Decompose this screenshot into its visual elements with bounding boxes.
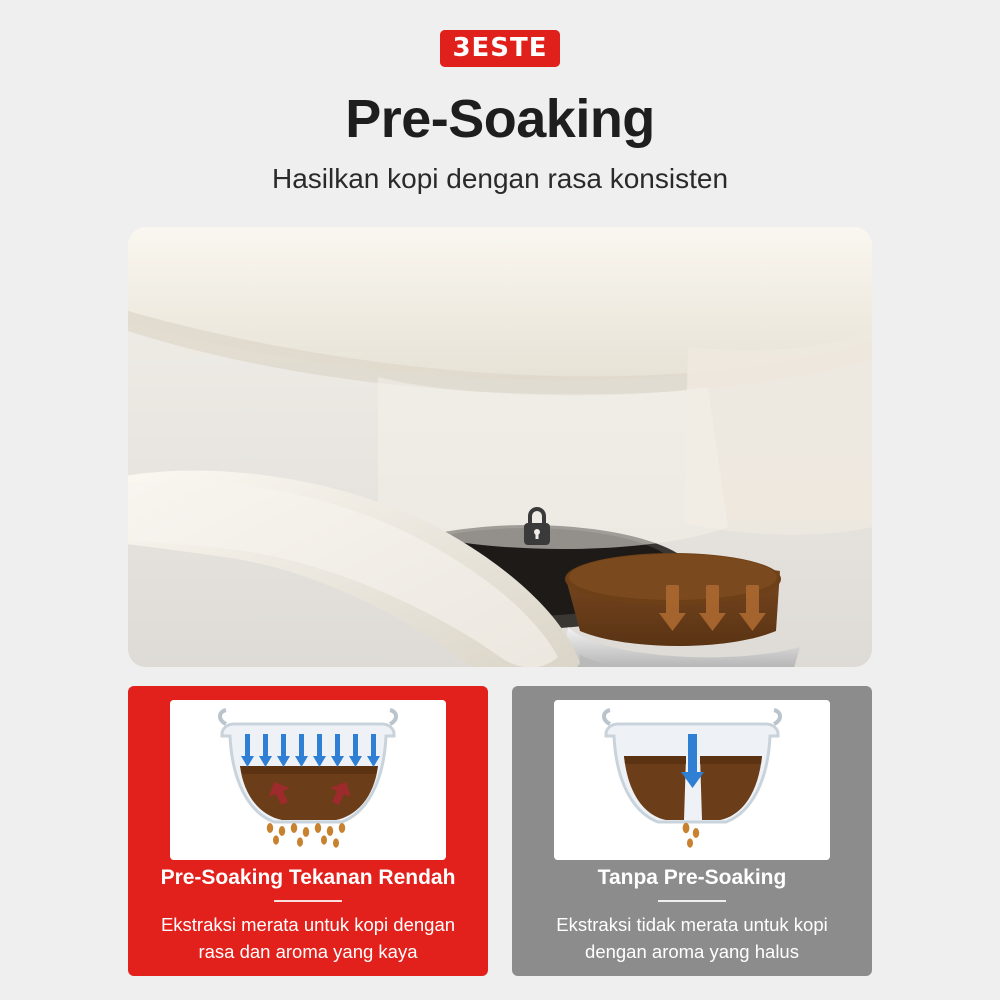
diagram-uneven-extraction (554, 700, 830, 860)
card-divider-good (274, 900, 342, 902)
card-no-pre-soaking (512, 686, 872, 976)
brand-logo-container (0, 30, 1000, 67)
card-description-good: Ekstraksi merata untuk kopi dengan rasa dan aroma yang kaya (160, 914, 456, 962)
card-diagram-good (170, 700, 446, 860)
comparison-cards (128, 686, 872, 976)
hero-image (128, 227, 872, 667)
flow-arrows (659, 585, 766, 631)
card-divider-bad (658, 900, 726, 902)
card-description-bad: Ekstraksi tidak merata untuk kopi dengan aroma yang halus (556, 914, 828, 962)
page-title: Pre-Soaking (345, 89, 655, 149)
diagram-even-extraction (170, 700, 446, 860)
hero-illustration (128, 227, 872, 667)
page-subtitle: Hasilkan kopi dengan rasa konsisten (271, 163, 729, 194)
card-pre-soaking-low-pressure (128, 686, 488, 976)
card-title-good: Pre-Soaking Tekanan Rendah (160, 866, 456, 889)
card-diagram-bad (554, 700, 830, 860)
brand-logo: 3ESTE (440, 30, 559, 67)
card-title-bad: Tanpa Pre-Soaking (597, 866, 787, 889)
